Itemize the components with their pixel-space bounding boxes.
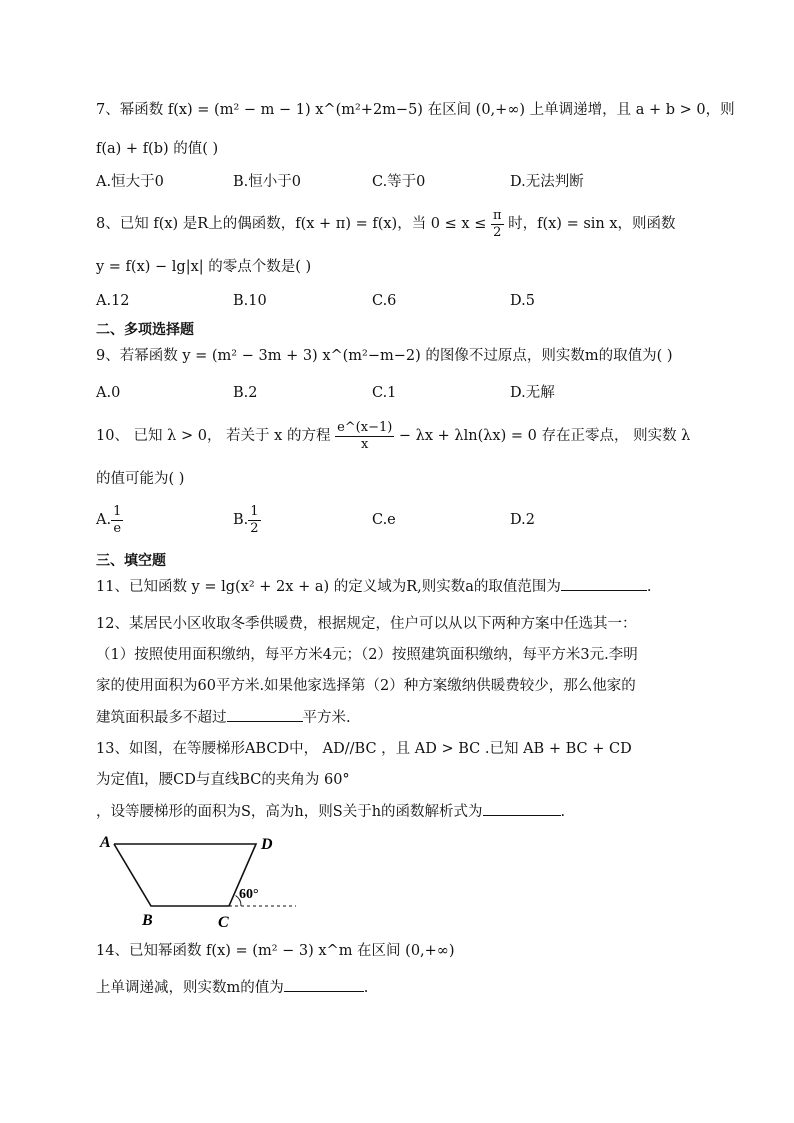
section-2-heading: 二、多项选择题 [96,322,194,338]
trapezoid-outline [114,844,256,906]
q14-answer-blank[interactable] [284,977,364,992]
q10-option-b-label: B. [233,512,249,528]
q12-line4-pre: 建筑面积最多不超过 [96,710,227,726]
q11-text: 11、已知函数 y = lg(x² + 2x + a) 的定义域为R,则实数a的取值范围为 [96,579,561,595]
q10-option-b-fraction [248,504,260,537]
q9-option-d: D.无解 [510,385,555,401]
q13-line2: 为定值l，腰CD与直线BC的夹角为 60° [96,772,350,788]
q9-option-a: A.0 [96,385,121,401]
q11-end: . [646,579,652,595]
angle-label: 60° [239,887,259,902]
q8-line1-post: 时，f(x) = sin x，则函数 [503,216,676,232]
q7-line2: f(a) + f(b) 的值( ) [96,141,219,157]
q7-option-d: D.无法判断 [510,174,584,190]
q8-option-a: A.12 [96,293,130,309]
q10-line2: 的值可能为( ) [96,471,185,487]
q14-line2 [96,977,368,998]
q10-option-b-num: 1 [250,503,259,519]
label-b: B [142,912,153,929]
q10-option-a-fraction [111,504,123,537]
q11-line [96,576,652,597]
q10-frac-den: x [361,436,369,452]
q12-line4-post: 平方米. [302,710,351,726]
q12-answer-blank[interactable] [227,707,303,722]
q10-option-a-label: A. [96,512,112,528]
q7-option-c: C.等于0 [372,174,426,190]
q14-line1: 14、已知幂函数 f(x) = (m² − 3) x^m 在区间 (0,+∞) [96,943,455,959]
label-a: A [100,834,111,851]
q12-line4 [96,707,351,728]
q11-answer-blank[interactable] [561,576,647,591]
q12-line1: 12、某居民小区收取冬季供暖费，根据规定，住户可以从以下两种方案中任选其一： [96,616,637,632]
q10-line1-post: − λx + λln(λx) = 0 存在正零点， 则实数 λ [394,428,691,444]
q7-line1: 7、幂函数 f(x) = (m² − m − 1) x^(m²+2m−5) 在区间 (0,+∞) 上单调递增，且 a + b > 0，则 [96,102,735,118]
q10-line1-pre: 10、 已知 λ > 0， 若关于 x 的方程 [96,428,336,444]
q10-option-a-num: 1 [113,503,122,519]
q9-line1: 9、若幂函数 y = (m² − 3m + 3) x^(m²−m−2) 的图像不过原点，则实数m的取值为( ) [96,348,673,364]
q10-option-b [233,502,261,538]
q8-option-d: D.5 [510,293,535,309]
q8-frac-den: 2 [493,224,502,240]
q13-line3-post: . [560,804,566,820]
q10-fraction [335,420,394,453]
q13-answer-blank[interactable] [483,801,561,816]
trapezoid-figure [96,830,306,930]
q10-option-c: C.e [372,512,396,528]
q13-line1: 13、如图，在等腰梯形ABCD中， AD//BC ，且 AD > BC .已知 AB + BC + CD [96,741,632,757]
q12-line2: （1）按照使用面积缴纳，每平方米4元；（2）按照建筑面积缴纳，每平方米3元.李明 [96,647,638,663]
q8-line1-pre: 8、已知 f(x) 是R上的偶函数，f(x + π) = f(x)，当 0 ≤ x ≤ [96,216,491,232]
q9-option-c: C.1 [372,385,397,401]
q10-frac-num: e^(x−1) [337,419,393,435]
section-3-heading: 三、填空题 [96,553,166,569]
q8-line1 [96,206,676,242]
label-c: C [218,914,229,930]
q7-option-b: B.恒小于0 [233,174,301,190]
label-d: D [261,836,273,853]
q10-option-d: D.2 [510,512,535,528]
q12-line3: 家的使用面积为60平方米.如果他家选择第（2）种方案缴纳供暖费较少，那么他家的 [96,678,636,694]
q9-option-b: B.2 [233,385,258,401]
q10-option-b-den: 2 [250,520,259,536]
q10-option-a-den: e [113,520,122,536]
q8-option-c: C.6 [372,293,397,309]
q13-line3 [96,801,565,822]
q10-line1 [96,418,690,454]
q8-line2: y = f(x) − lg|x| 的零点个数是( ) [96,259,312,275]
q10-option-a [96,502,123,538]
q14-line2-post: . [363,980,369,996]
q13-line3-pre: ，设等腰梯形的面积为S，高为h，则S关于h的函数解析式为 [96,804,483,820]
q8-fraction [491,208,504,241]
q8-frac-num: π [492,207,502,223]
q8-option-b: B.10 [233,293,267,309]
q14-line2-pre: 上单调递减，则实数m的值为 [96,980,284,996]
q7-option-a: A.恒大于0 [96,174,164,190]
